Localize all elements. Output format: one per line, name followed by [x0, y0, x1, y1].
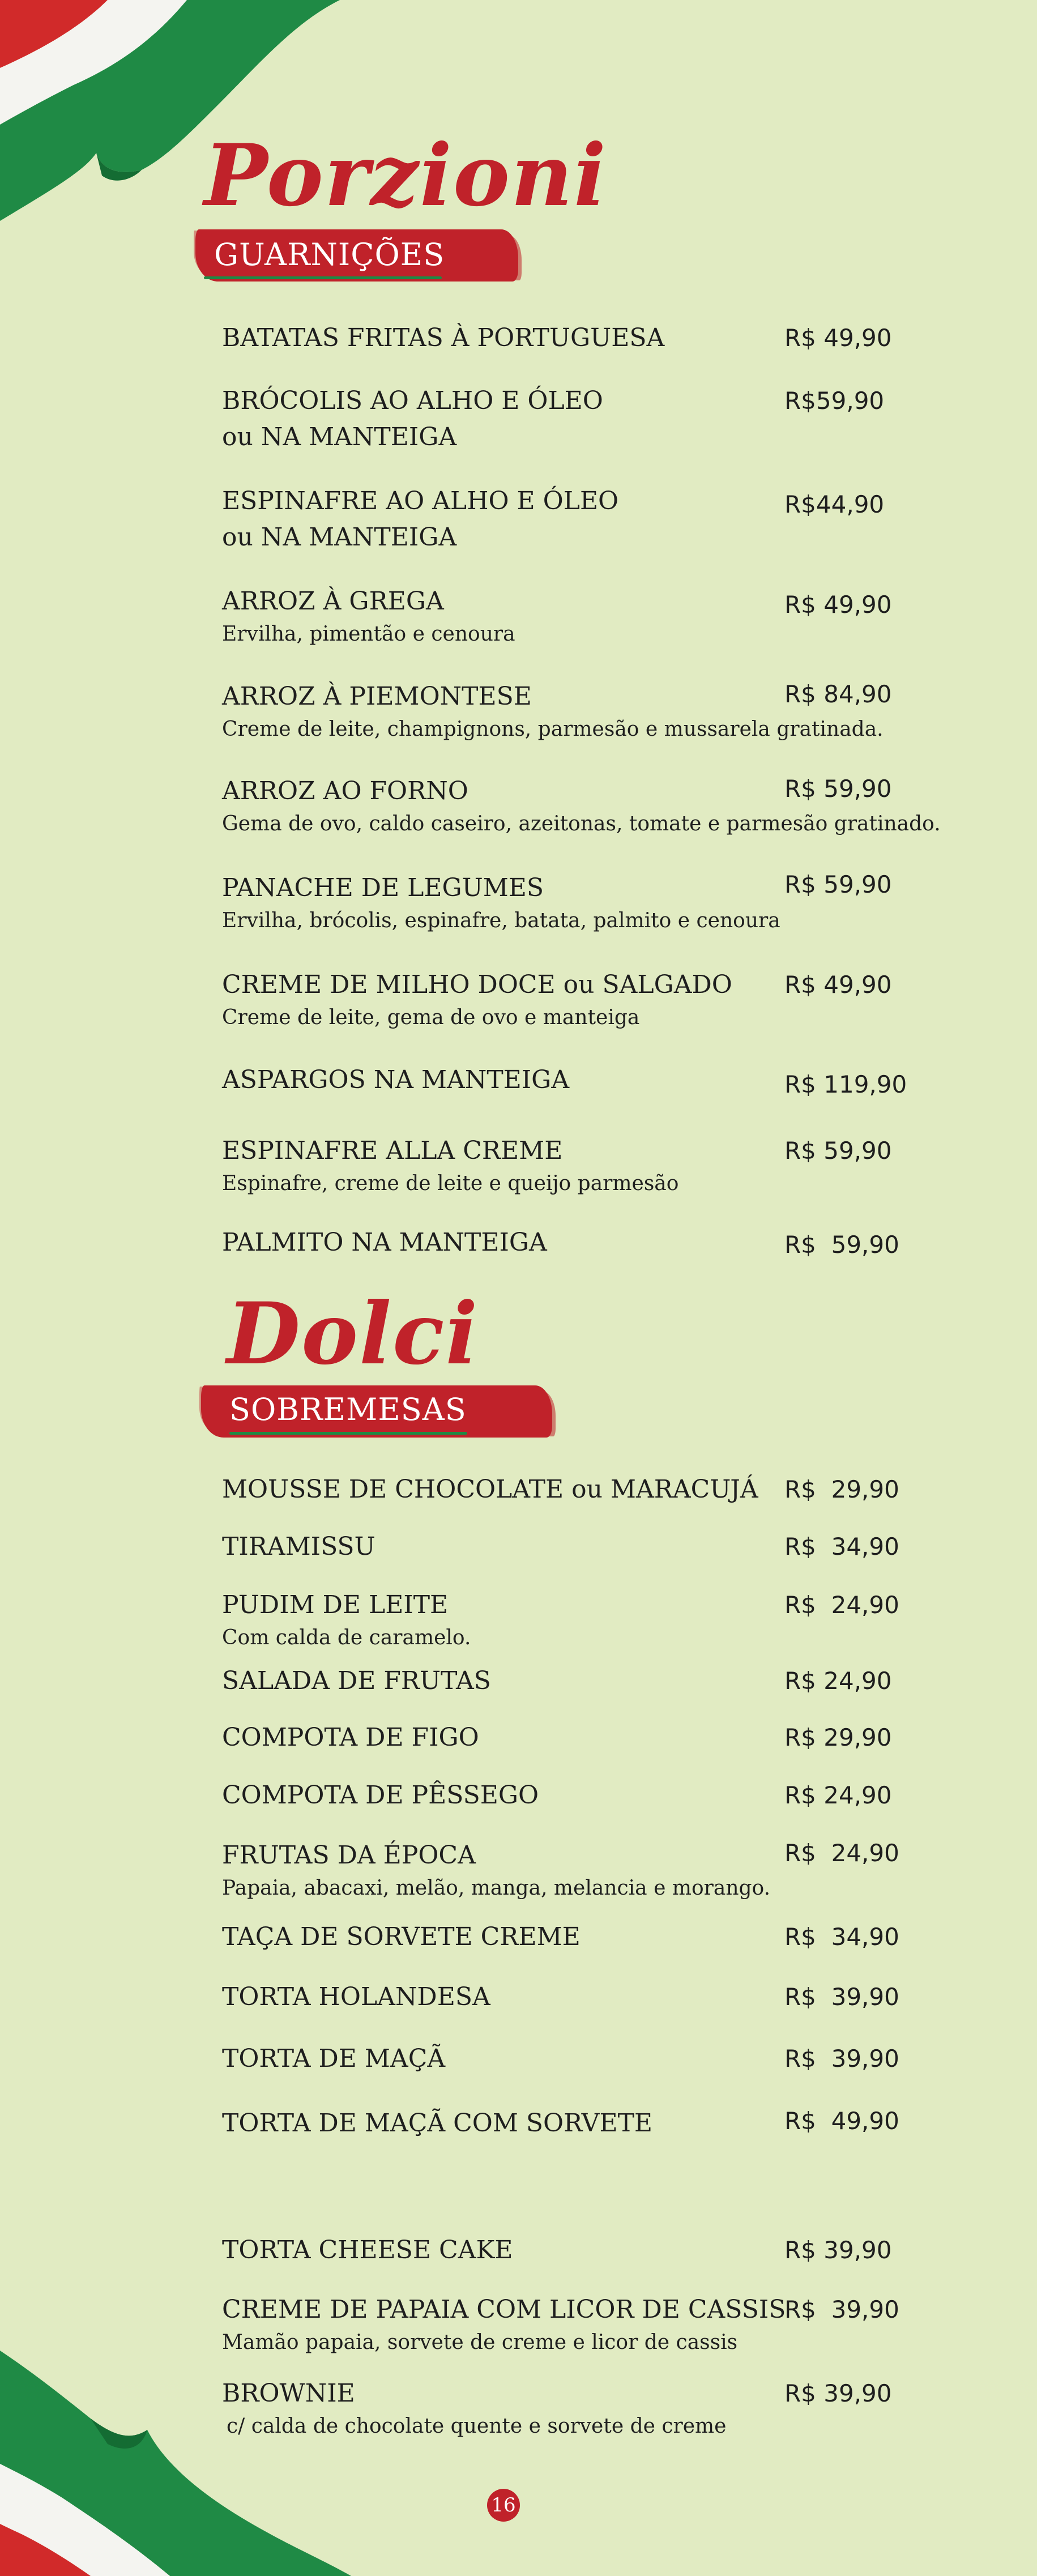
item-name: ESPINAFRE ALLA CREME [222, 1136, 563, 1165]
guarnicoes-subtitle: GUARNIÇÕES [214, 237, 445, 272]
item-price: R$ 29,90 [784, 1724, 892, 1751]
item-description: Papaia, abacaxi, melão, manga, melancia e morango. [222, 1876, 771, 1900]
guarnicoes-green-underline [204, 276, 442, 279]
item-description: Creme de leite, champignons, parmesão e mussarela gratinada. [222, 718, 884, 741]
item-price: R$ 39,90 [784, 2236, 892, 2264]
item-price: R$ 24,90 [784, 1781, 892, 1809]
item-name: TORTA HOLANDESA [222, 1982, 490, 2011]
item-price: R$ 39,90 [784, 2045, 899, 2072]
item-name: MOUSSE DE CHOCOLATE ou MARACUJÁ [222, 1475, 758, 1504]
menu-item [222, 773, 941, 839]
item-name: SALADA DE FRUTAS [222, 1666, 491, 1695]
item-description: Mamão papaia, sorvete de creme e licor de cassis [222, 2331, 738, 2354]
menu-item [222, 870, 913, 936]
item-name: ESPINAFRE AO ALHO E ÓLEO [222, 487, 619, 515]
item-description: c/ calda de chocolate quente e sorvete de creme [227, 2415, 727, 2438]
item-price: R$44,90 [784, 491, 885, 518]
menu-item [222, 1663, 913, 1699]
item-name: PALMITO NA MANTEIGA [222, 1228, 547, 1257]
menu-item [222, 679, 913, 744]
item-price: R$ 34,90 [784, 1533, 899, 1560]
page-number-badge: 16 [487, 2489, 520, 2522]
item-description: Ervilha, pimentão e cenoura [222, 622, 515, 646]
item-name: TORTA CHEESE CAKE [222, 2236, 513, 2264]
item-name: CREME DE MILHO DOCE ou SALGADO [222, 970, 732, 999]
item-price: R$ 49,90 [784, 971, 892, 999]
item-name-line-2: ou NA MANTEIGA [222, 423, 457, 451]
item-price: R$ 24,90 [784, 1667, 892, 1695]
item-name: PUDIM DE LEITE [222, 1590, 449, 1619]
item-name: ARROZ À PIEMONTESE [222, 682, 532, 711]
menu-item [222, 320, 913, 356]
item-price: R$59,90 [784, 387, 885, 415]
menu-item [222, 1919, 913, 1955]
item-price: R$ 39,90 [784, 2296, 899, 2323]
menu-item [222, 1225, 913, 1261]
menu-item [222, 2105, 913, 2142]
item-name: BRÓCOLIS AO ALHO E ÓLEO [222, 386, 603, 415]
item-name: TIRAMISSU [222, 1532, 375, 1561]
item-price: R$ 39,90 [784, 2379, 892, 2407]
item-name: PANACHE DE LEGUMES [222, 873, 544, 902]
item-price: R$ 84,90 [784, 680, 892, 708]
menu-item [222, 1062, 913, 1098]
menu-item [222, 1133, 913, 1199]
menu-item [222, 2292, 913, 2357]
item-name: TAÇA DE SORVETE CREME [222, 1922, 581, 1951]
item-price: R$ 59,90 [784, 1231, 899, 1259]
menu-item [222, 967, 913, 1033]
item-name: COMPOTA DE FIGO [222, 1723, 479, 1752]
dolci-title: Dolci [227, 1284, 479, 1384]
menu-item [222, 1587, 913, 1653]
item-name: FRUTAS DA ÉPOCA [222, 1841, 476, 1870]
item-name: CREME DE PAPAIA COM LICOR DE CASSIS [222, 2295, 786, 2324]
item-name: ARROZ AO FORNO [222, 777, 468, 805]
item-description: Espinafre, creme de leite e queijo parmesão [222, 1172, 679, 1195]
menu-item [222, 583, 913, 649]
porzioni-title: Porzioni [204, 126, 608, 225]
item-price: R$ 59,90 [784, 775, 892, 803]
item-description: Com calda de caramelo. [222, 1626, 471, 1649]
item-price: R$ 49,90 [784, 2107, 899, 2135]
item-name: TORTA DE MAÇÃ COM SORVETE [222, 2109, 653, 2138]
menu-item [222, 483, 913, 556]
item-price: R$ 24,90 [784, 1839, 899, 1867]
item-name: COMPOTA DE PÊSSEGO [222, 1781, 539, 1810]
item-price: R$ 59,90 [784, 1137, 892, 1165]
item-price: R$ 49,90 [784, 591, 892, 619]
menu-item [222, 383, 913, 455]
italian-flag-ribbon-bottom [0, 2351, 351, 2576]
sobremesas-green-underline [229, 1432, 467, 1435]
item-name-line-2: ou NA MANTEIGA [222, 523, 457, 552]
item-price: R$ 39,90 [784, 1983, 899, 2011]
item-description: Creme de leite, gema de ovo e manteiga [222, 1006, 640, 1029]
item-name: BATATAS FRITAS À PORTUGUESA [222, 323, 665, 352]
item-description: Gema de ovo, caldo caseiro, azeitonas, tomate e parmesão gratinado. [222, 812, 941, 835]
item-price: R$ 24,90 [784, 1591, 899, 1619]
menu-item [222, 1777, 913, 1814]
menu-item [222, 1837, 913, 1903]
item-price: R$ 119,90 [784, 1071, 907, 1098]
item-description: Ervilha, brócolis, espinafre, batata, palmito e cenoura [222, 909, 780, 932]
item-price: R$ 34,90 [784, 1923, 899, 1951]
item-name: ASPARGOS NA MANTEIGA [222, 1065, 570, 1094]
item-name: ARROZ À GREGA [222, 587, 444, 616]
sobremesas-subtitle: SOBREMESAS [229, 1392, 467, 1427]
item-price: R$ 59,90 [784, 871, 892, 898]
item-name: BROWNIE [222, 2379, 355, 2408]
menu-item [222, 1979, 913, 2015]
menu-item [222, 1472, 913, 1508]
item-name: TORTA DE MAÇÃ [222, 2044, 446, 2073]
menu-item [222, 1529, 913, 1565]
menu-item [222, 2232, 913, 2268]
menu-item [222, 2041, 913, 2077]
item-price: R$ 29,90 [784, 1475, 899, 1503]
item-price: R$ 49,90 [784, 324, 892, 352]
menu-item [222, 1720, 913, 1756]
